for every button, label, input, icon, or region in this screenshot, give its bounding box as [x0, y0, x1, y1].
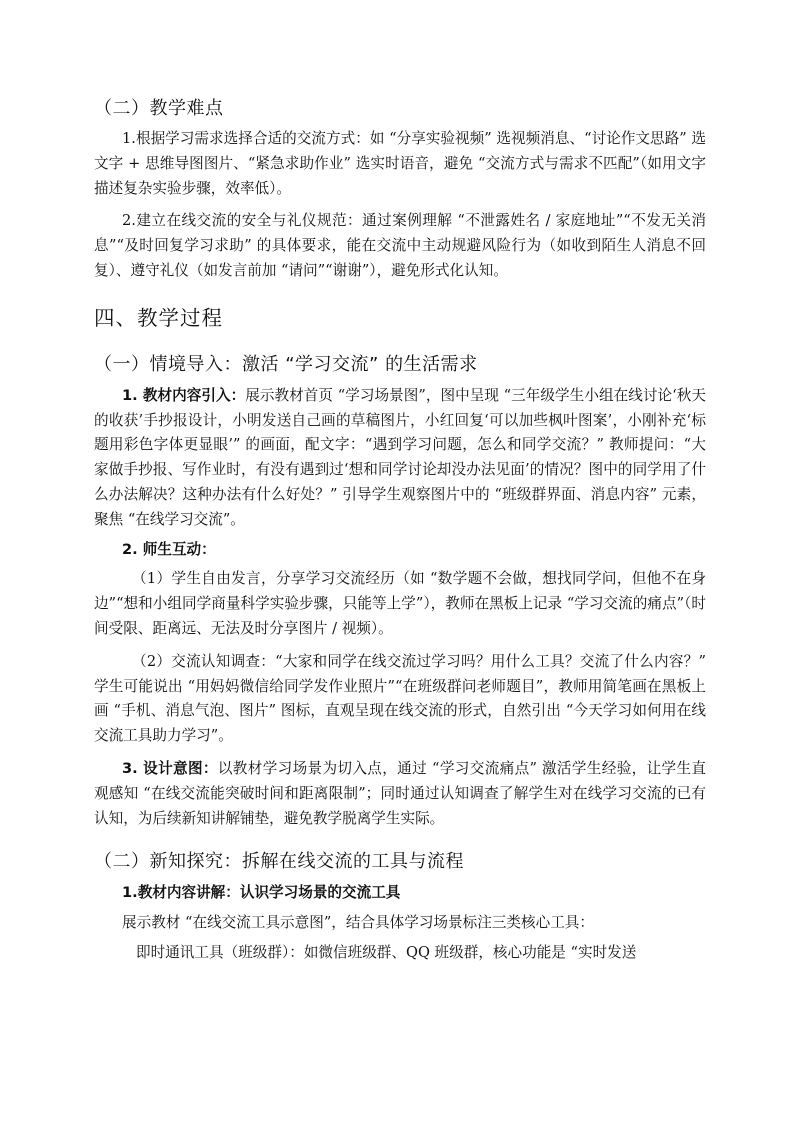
- paragraph-intro-2-2: （2）交流认知调查：“大家和同学在线交流过学习吗？用什么工具？交流了什么内容？” 学生可能说出 “用妈妈微信给同学发作业照片”“在班级群问老师题目”，教师用简笔画在黑板上画 “手机、消息气泡、图片” 图标，直观呈现在线交流的形式，自然引出 “今天学习如何用在线交流工具助力学习”。: [94, 652, 706, 745]
- section-heading-intro: （一）情境导入：激活 “学习交流” 的生活需求: [94, 353, 478, 375]
- paragraph-intro-2-label: [94, 538, 706, 563]
- paragraph-difficulty-2: 2.建立在线交流的安全与礼仪规范：通过案例理解 “不泄露姓名 / 家庭地址”“不发无关消息”“及时回复学习求助” 的具体要求，能在交流中主动规避风险行为（如收到陌生人消息不回复）、遵守礼仪（如发言前加 “请问”“谢谢”），避免形式化认知。: [94, 212, 706, 279]
- paragraph-intro-2-1: （1）学生自由发言，分享学习交流经历（如 “数学题不会做，想找同学问，但他不在身边”“想和小组同学商量科学实验步骤，只能等上学”），教师在黑板上记录 “学习交流的痛点”（时间受限、距离远、无法及时分享图片 / 视频）。: [94, 570, 706, 637]
- paragraph-intro-3-text: 以教材学习场景为切入点，通过 “学习交流痛点” 激活学生经验，让学生直观感知 “在线交流能突破时间和距离限制”；同时通过认知调查了解学生对在线学习交流的已有认知，为后续新知讲解铺垫，避免教学脱离学生实际。: [94, 759, 707, 827]
- paragraph-explore-3: 即时通讯工具（班级群）：如微信班级群、QQ 班级群，核心功能是 “实时发送: [136, 943, 637, 961]
- section-heading-process: 四、教学过程: [94, 305, 223, 330]
- paragraph-intro-3: [94, 757, 706, 831]
- intro-2-label: 2. 师生互动：: [122, 540, 216, 558]
- paragraph-explore-1: [94, 881, 706, 906]
- paragraph-intro-1-text: 展示教材首页 “学习场景图”，图中呈现 “三年级学生小组在线讨论‘秋天的收获’手抄报设计，小明发送自己画的草稿图片，小红回复‘可以加些枫叶图案’，小刚补充‘标题用彩色字体更显眼’” 的画面，配文字：“遇到学习问题，怎么和同学交流？” 教师提问：“大家做手抄报、写作业时，有没有遇到过‘想和同学讨论却没办法见面’的情况？图中的同学用了什么办法解决？这种办法有什么好处？” 引导学生观察图片中的 “班级群界面、消息内容” 元素，聚焦 “在线学习交流”。: [94, 386, 706, 528]
- paragraph-intro-3-label: 3. 设计意图：: [122, 759, 218, 777]
- paragraph-difficulty-1: 1.根据学习需求选择合适的交流方式：如 “分享实验视频” 选视频消息、“讨论作文思路” 选文字 + 思维导图图片、“紧急求助作业” 选实时语音，避免 “交流方式与需求不匹配”（如用文字描述复杂实验步骤，效率低）。: [94, 130, 706, 197]
- paragraph-explore-1-label: 1.教材内容讲解：认识学习场景的交流工具: [122, 884, 401, 902]
- section-heading-difficulty: （二）教学难点: [94, 98, 224, 119]
- paragraph-intro-1: [94, 384, 706, 533]
- section-heading-explore: （二）新知探究：拆解在线交流的工具与流程: [94, 851, 464, 873]
- paragraph-intro-1-label: 1. 教材内容引入：: [122, 386, 246, 404]
- document-page: [94, 88, 706, 966]
- paragraph-explore-2: 展示教材 “在线交流工具示意图”，结合具体学习场景标注三类核心工具：: [122, 914, 594, 932]
